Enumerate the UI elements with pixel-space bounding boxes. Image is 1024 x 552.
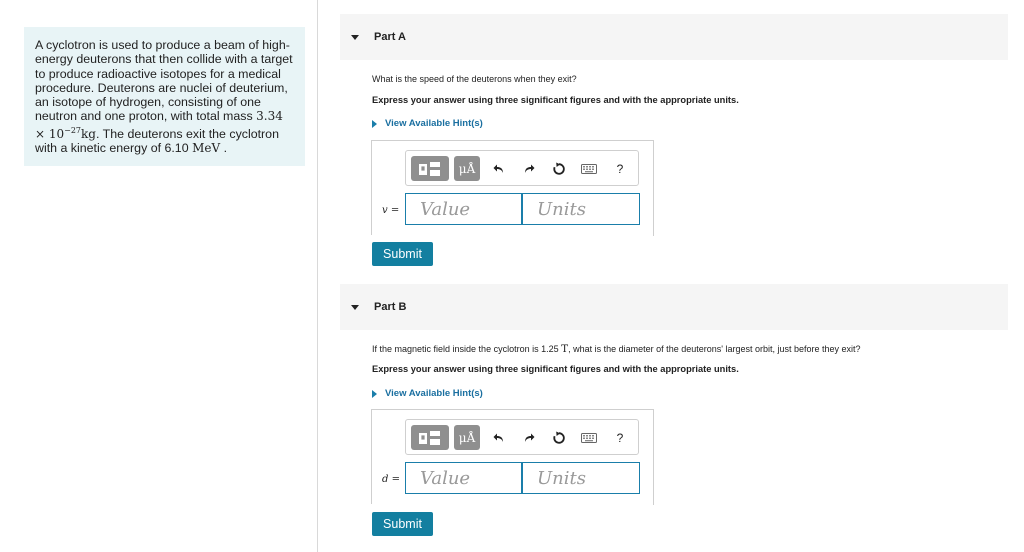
units-button[interactable]: μÅ: [454, 425, 480, 450]
part-b-instruction: Express your answer using three significant figures and with the appropriate units.: [372, 364, 739, 374]
part-b-hint-link[interactable]: [372, 388, 483, 399]
part-b-submit-button[interactable]: Submit: [372, 512, 433, 536]
templates-button[interactable]: [411, 425, 449, 450]
units-button[interactable]: μÅ: [454, 156, 480, 181]
problem-text-1: A cyclotron is used to produce a beam of high-energy deuterons that then collide with a target to produce radioactive isotopes for a medical procedure. Deuterons are nuclei of deuterium, an isotope of hydrogen, consisting of one neutron and one proton, with total mass: [35, 38, 293, 124]
templates-icon: [418, 161, 442, 177]
part-b-title: Part B: [374, 301, 407, 313]
part-a-header[interactable]: [340, 14, 1008, 60]
keyboard-icon[interactable]: [579, 156, 599, 181]
templates-icon: [418, 430, 442, 446]
energy-unit: MeV: [192, 141, 221, 156]
part-b-header[interactable]: [340, 284, 1008, 330]
value-input[interactable]: Value: [405, 193, 522, 225]
math-toolbar: [405, 150, 639, 186]
hint-label[interactable]: View Available Hint(s): [385, 118, 483, 129]
reset-icon[interactable]: [549, 425, 569, 450]
value-input[interactable]: Value: [405, 462, 522, 494]
redo-icon[interactable]: [519, 156, 539, 181]
part-a-submit-button[interactable]: Submit: [372, 242, 433, 266]
reset-icon[interactable]: [549, 156, 569, 181]
part-b-question: If the magnetic field inside the cyclotron is 1.25 T, what is the diameter of the deuterons' largest orbit, just before they exit?: [372, 343, 861, 355]
redo-icon[interactable]: [519, 425, 539, 450]
part-a-instruction: Express your answer using three significant figures and with the appropriate units.: [372, 95, 739, 105]
mass-value: $3.34 \times 10^{-27}kg$: [35, 109, 283, 141]
problem-panel: [0, 0, 318, 552]
hint-label[interactable]: View Available Hint(s): [385, 388, 483, 399]
help-button[interactable]: ?: [616, 430, 624, 445]
part-b-answer-box: [371, 409, 654, 504]
keyboard-icon[interactable]: [579, 425, 599, 450]
units-input[interactable]: Units: [522, 193, 640, 225]
problem-statement: [24, 27, 305, 166]
units-input[interactable]: Units: [522, 462, 640, 494]
part-a-question: What is the speed of the deuterons when they exit?: [372, 74, 577, 84]
part-a-hint-link[interactable]: [372, 118, 483, 129]
expand-caret-icon: [372, 390, 377, 398]
math-toolbar: [405, 419, 639, 455]
variable-label: d =: [382, 474, 400, 485]
part-a-answer-box: [371, 140, 654, 235]
collapse-caret-icon[interactable]: [351, 35, 359, 40]
undo-icon[interactable]: [489, 156, 509, 181]
expand-caret-icon: [372, 120, 377, 128]
templates-button[interactable]: [411, 156, 449, 181]
variable-label: v =: [382, 205, 400, 216]
help-button[interactable]: ?: [616, 161, 624, 176]
collapse-caret-icon[interactable]: [351, 305, 359, 310]
problem-text-2: . The deuterons exit the cyclotron with a kinetic energy of 6.10: [35, 126, 279, 156]
part-a-title: Part A: [374, 31, 406, 43]
problem-text-3: .: [223, 141, 228, 156]
undo-icon[interactable]: [489, 425, 509, 450]
